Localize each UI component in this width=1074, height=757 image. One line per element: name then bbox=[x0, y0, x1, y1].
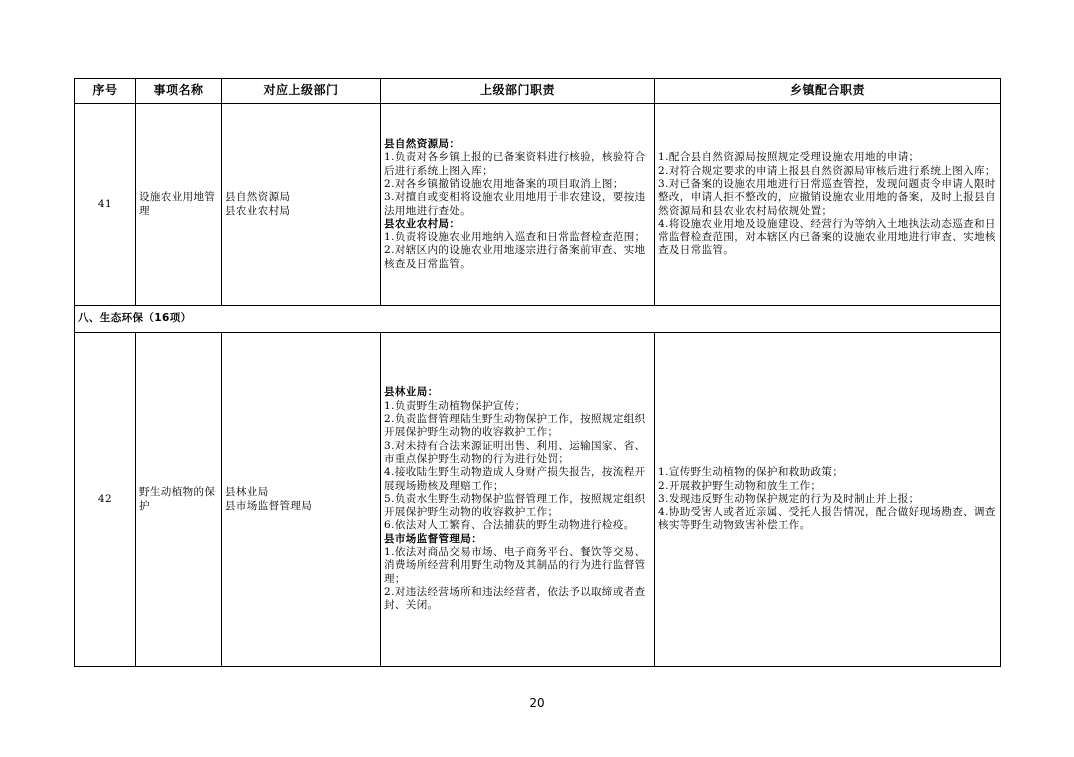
header-superior-department: 对应上级部门 bbox=[222, 79, 381, 104]
township-duty-item: 4.将设施农业用地及设施建设、经营行为等纳入土地执法动态巡查和日常监督检查范围，对本辖区内已备案的设施农业用地进行审查、实地核查及日常监管。 bbox=[658, 217, 996, 257]
department-name: 县市场监督管理局 bbox=[225, 499, 313, 512]
section-row bbox=[75, 306, 1001, 333]
township-duty-item: 1.配合县自然资源局按照规定受理设施农用地的申请； bbox=[658, 151, 920, 164]
department-name: 县自然资源局 bbox=[225, 191, 291, 204]
page-number: 20 bbox=[529, 696, 545, 710]
duty-department-heading: 县市场监督管理局： bbox=[384, 532, 483, 545]
township-duty-item: 1.宣传野生动植物的保护和救助政策； bbox=[658, 466, 844, 479]
duty-item: 1.负责对各乡镇上报的已备案资料进行核验，核验符合后进行系统上图入库； bbox=[384, 151, 646, 177]
superior-duties-cell bbox=[381, 104, 655, 306]
header-item-name: 事项名称 bbox=[136, 79, 222, 104]
duty-item: 2.对违法经营场所和违法经营者，依法予以取缔或者查封、关闭。 bbox=[384, 585, 646, 612]
department-name: 县农业农村局 bbox=[225, 204, 291, 217]
duty-item: 2.对各乡镇撤销设施农用地备案的项目取消上图； bbox=[384, 177, 624, 190]
duty-item: 2.对辖区内的设施农业用地逐宗进行备案前审查、实地核查及日常监管。 bbox=[384, 244, 646, 270]
township-duties-cell bbox=[655, 104, 1001, 306]
item-name: 野生动植物的保护 bbox=[136, 333, 222, 667]
superior-duties-cell bbox=[381, 333, 655, 667]
duty-item: 6.依法对人工繁育、合法捕获的野生动物进行检疫。 bbox=[384, 519, 635, 532]
responsibility-table bbox=[74, 78, 1001, 667]
department-name: 县林业局 bbox=[225, 486, 269, 499]
duty-item: 2.负责监督管理陆生野生动物保护工作，按照规定组织开展保护野生动物的收容救护工作； bbox=[384, 413, 646, 439]
table-header-row bbox=[75, 79, 1001, 104]
township-duty-item: 4.协助受害人或者近亲属、受托人报告情况，配合做好现场勘查、调查核实等野生动物致害补偿工作。 bbox=[658, 506, 996, 532]
row-number: 42 bbox=[75, 333, 136, 667]
township-duties-cell bbox=[655, 333, 1001, 667]
header-no: 序号 bbox=[75, 79, 136, 104]
township-duty-item: 3.对已备案的设施农用地进行日常巡查管控，发现问题责令申请人限时整改，申请人拒不整改的，应撤销设施农业用地的备案，及时上报县自然资源局和县农业农村局依规处置； bbox=[658, 177, 996, 217]
section-title: 八、生态环保（16项） bbox=[75, 306, 1001, 333]
duty-department-heading: 县林业局： bbox=[384, 386, 439, 399]
table-row bbox=[75, 333, 1001, 667]
duty-department-heading: 县农业农村局： bbox=[384, 217, 461, 230]
row-number: 41 bbox=[75, 104, 136, 306]
township-duty-item: 3.发现违反野生动物保护规定的行为及时制止并上报； bbox=[658, 492, 920, 505]
item-name: 设施农业用地管理 bbox=[136, 104, 222, 306]
township-duty-item: 2.对符合规定要求的申请上报县自然资源局审核后进行系统上图入库； bbox=[658, 164, 996, 177]
duty-item: 1.负责将设施农业用地纳入巡查和日常监督检查范围； bbox=[384, 231, 646, 244]
duty-department-heading: 县自然资源局： bbox=[384, 138, 461, 151]
department-cell bbox=[222, 333, 381, 667]
duty-item: 4.接收陆生野生动物造成人身财产损失报告，按流程开展现场勘核及理赔工作； bbox=[384, 466, 646, 492]
duty-item: 3.对擅自或变相将设施农业用地用于非农建设，要按违法用地进行查处。 bbox=[384, 191, 646, 217]
township-duty-item: 2.开展救护野生动物和放生工作； bbox=[658, 479, 822, 492]
duty-item: 5.负责水生野生动物保护监督管理工作，按照规定组织开展保护野生动物的收容救护工作； bbox=[384, 492, 646, 519]
header-township-duties: 乡镇配合职责 bbox=[655, 79, 1001, 104]
duty-item: 1.依法对商品交易市场、电子商务平台、餐饮等交易、消费场所经营利用野生动物及其制品的行为进行监督管理； bbox=[384, 546, 646, 585]
header-superior-duties: 上级部门职责 bbox=[381, 79, 655, 104]
department-cell bbox=[222, 104, 381, 306]
duty-item: 3.对未持有合法来源证明出售、利用、运输国家、省、市重点保护野生动物的行为进行处罚； bbox=[384, 439, 646, 465]
table-row bbox=[75, 104, 1001, 306]
duty-item: 1.负责野生动植物保护宣传； bbox=[384, 399, 526, 412]
